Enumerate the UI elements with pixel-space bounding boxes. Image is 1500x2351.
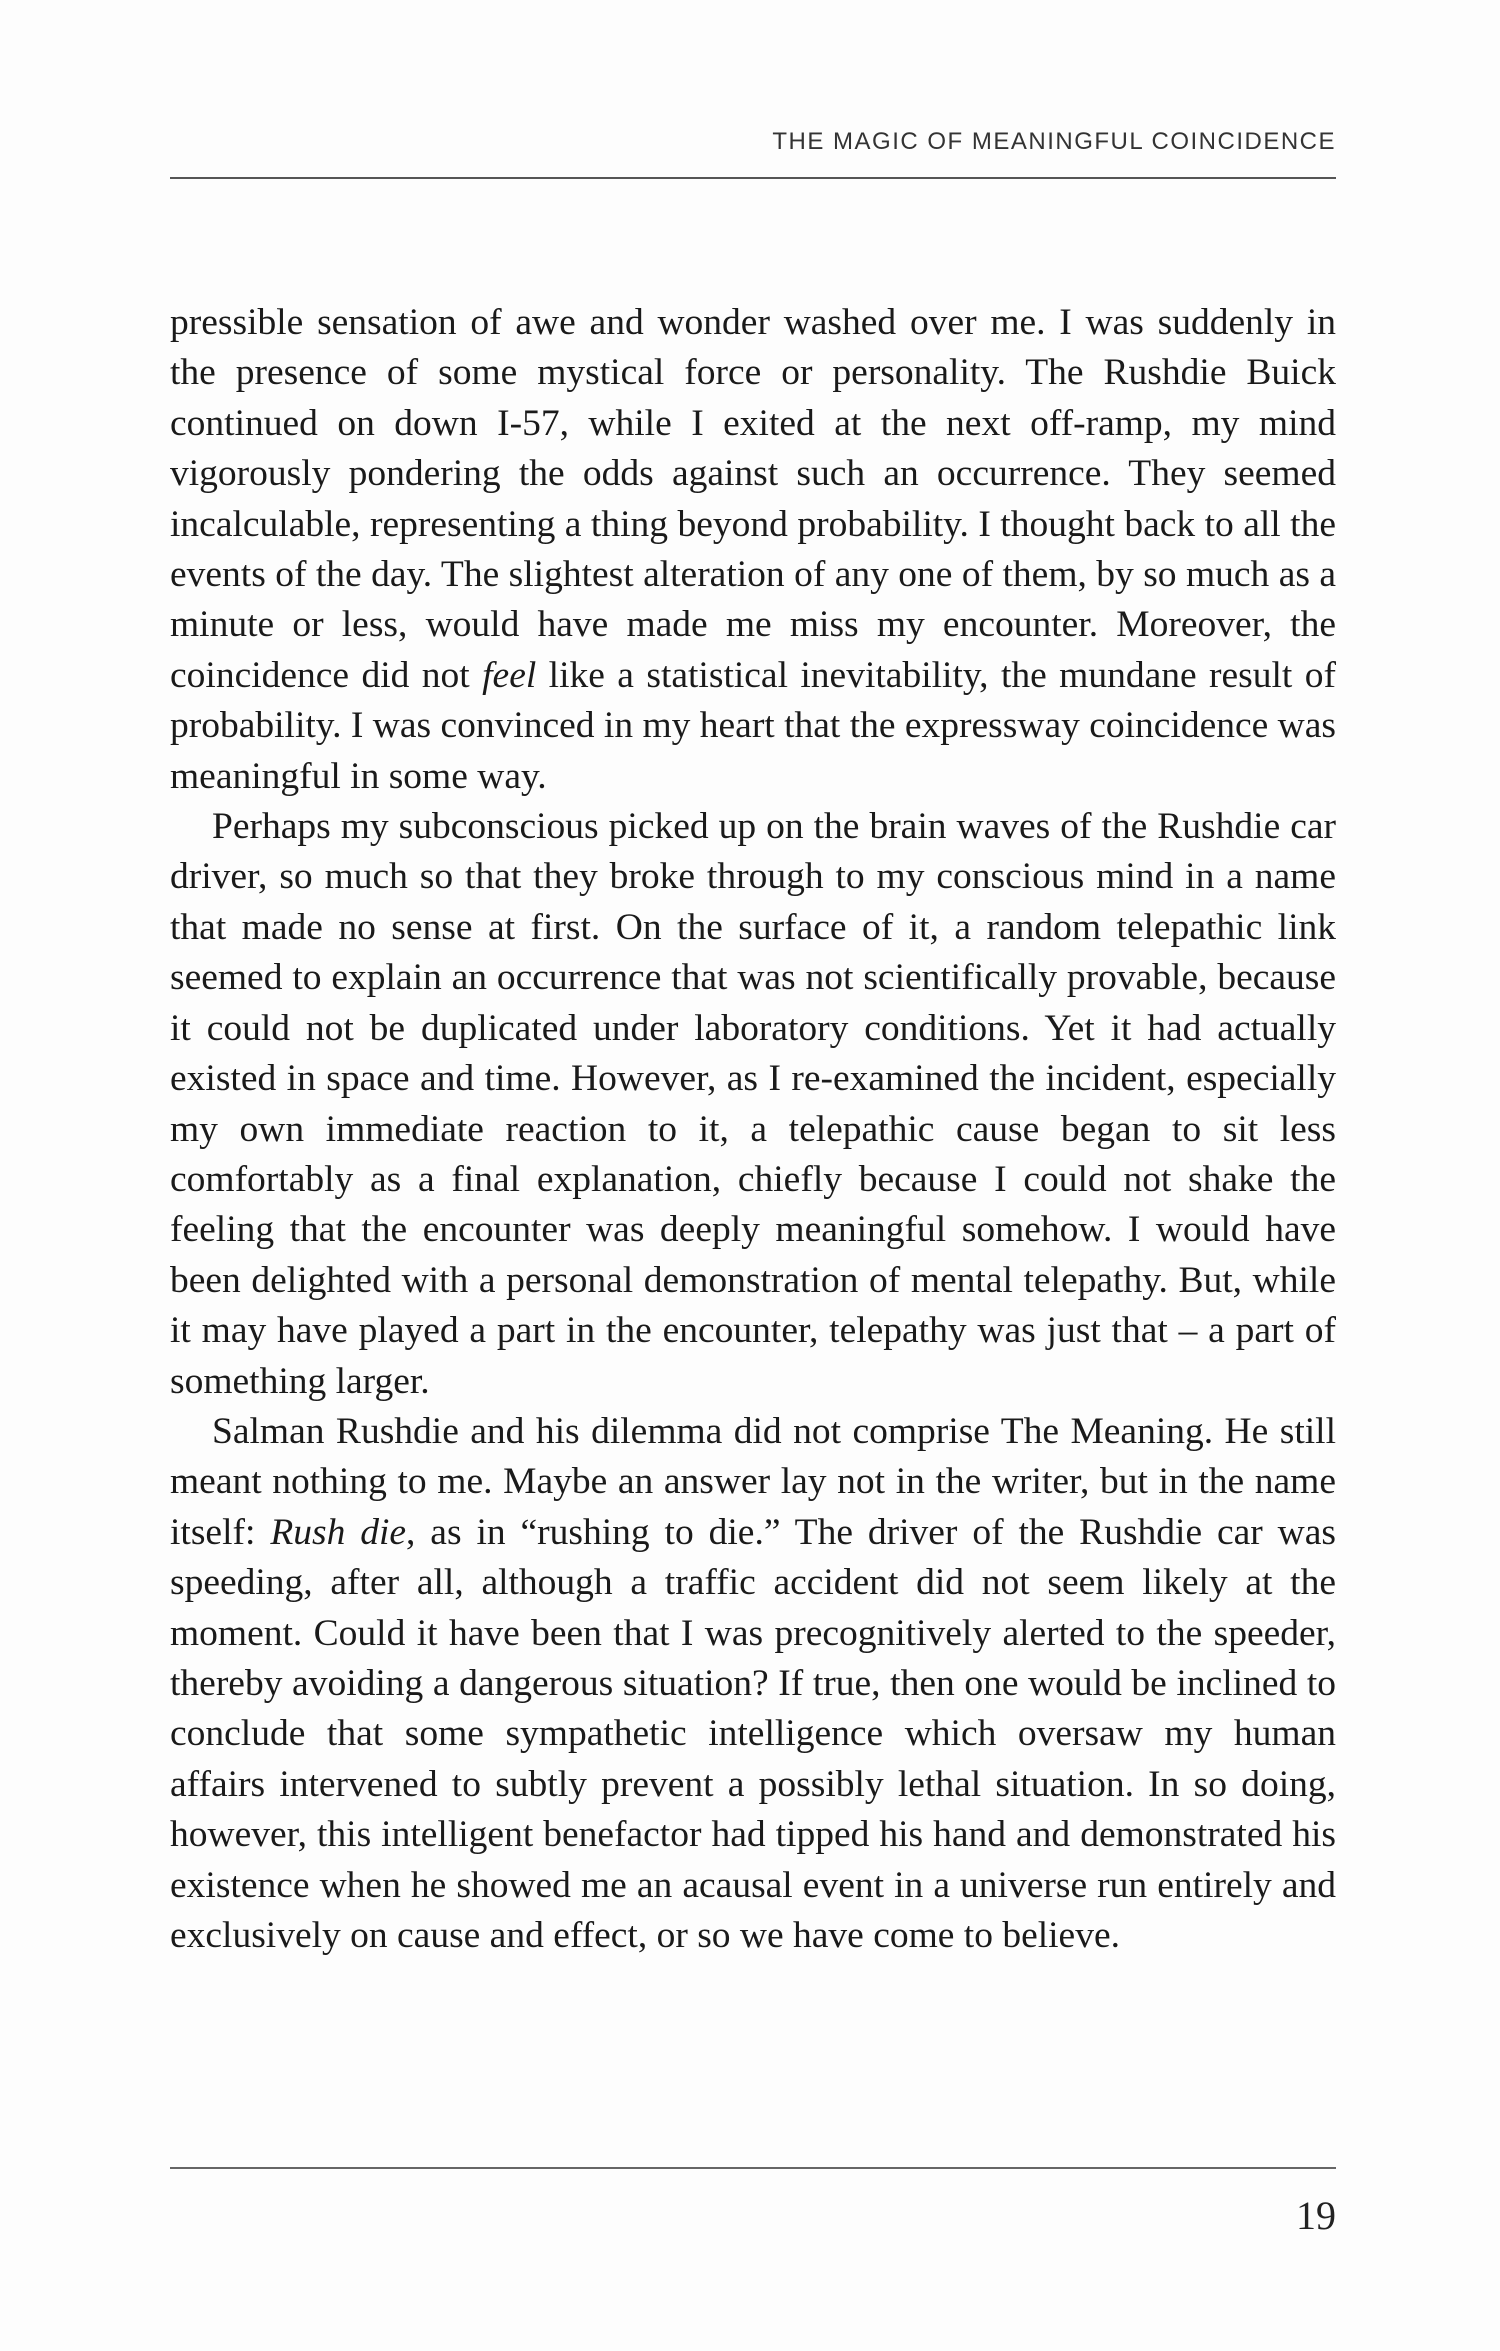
header-rule <box>170 177 1336 179</box>
paragraph-1-italic-feel: feel <box>482 654 537 696</box>
paragraph-3-text-b: , as in “rushing to die.” The driver of the Rushdie car was speeding, after all, although a traffic accident did not seem likely at the moment. Could it have been that I was precognitively alerted to the speeder, thereby avoiding a dangerous situation? If true, then one would be inclined to conclude that some sympathetic intelligence which oversaw my human affairs intervened to subtly prevent a possibly lethal situation. In so doing, however, this intelligent benefactor had tipped his hand and demonstrated his existence when he showed me an acausal event in a universe run entirely and exclusively on cause and effect, or so we have come to believe. <box>170 1511 1336 1956</box>
paragraph-2 <box>170 802 1336 1407</box>
body-text <box>170 298 1336 1961</box>
paragraph-3-text-a: Salman Rushdie and his dilemma did not comprise The Meaning. He still meant nothing to me. Maybe an answer lay not in the writer, but in the name itself: <box>170 1410 1336 1553</box>
paragraph-1 <box>170 298 1336 802</box>
paragraph-1-text-b: like a statistical inevitability, the mundane result of probability. I was convinced in my heart that the expressway coincidence was meaningful in some way. <box>170 654 1336 797</box>
page-number: 19 <box>1296 2193 1336 2238</box>
paragraph-2-text: Perhaps my subconscious picked up on the brain waves of the Rushdie car driver, so much so that they broke through to my conscious mind in a name that made no sense at first. On the surface of it, a random telepathic link seemed to explain an occurrence that was not scientifically provable, because it could not be duplicated under laboratory conditions. Yet it had actually existed in space and time. However, as I re-examined the incident, especially my own immediate reaction to it, a telepathic cause began to sit less comfortably as a final explanation, chiefly because I could not shake the feeling that the encounter was deeply meaningful somehow. I would have been delighted with a personal demonstration of mental telepathy. But, while it may have played a part in the encounter, telepathy was just that – a part of something larger. <box>170 806 1336 1402</box>
paragraph-3-italic-rush-die: Rush die <box>270 1511 407 1553</box>
paragraph-1-text-a: pressible sensation of awe and wonder washed over me. I was suddenly in the presence of some mystical force or personality. The Rushdie Buick continued on down I-57, while I exited at the next off-ramp, my mind vigorously pondering the odds against such an occurrence. They seemed incalculable, representing a thing beyond probability. I thought back to all the events of the day. The slightest alteration of any one of them, by so much as a minute or less, would have made me miss my encounter. Moreover, the coincidence did not <box>170 302 1336 696</box>
footer-rule <box>170 2167 1336 2169</box>
paragraph-3 <box>170 1407 1336 1961</box>
running-head: THE MAGIC OF MEANINGFUL COINCIDENCE <box>772 128 1336 155</box>
